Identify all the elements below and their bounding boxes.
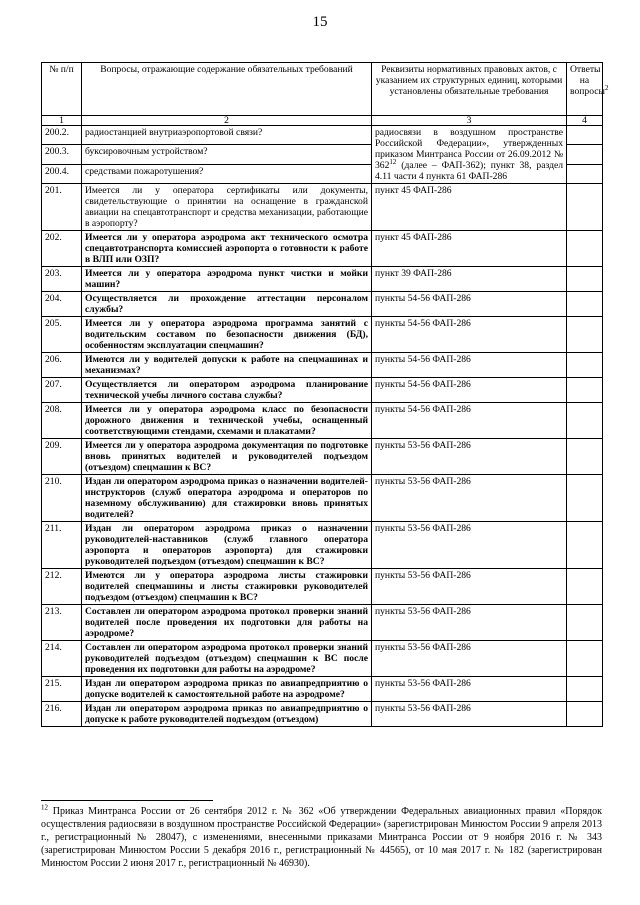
header-answers: Ответы на вопросы$^2$ <box>567 63 603 116</box>
table-row <box>42 702 603 727</box>
header-questions: Вопросы, отражающие содержание обязательных требований <box>82 63 372 116</box>
row-question: средствами пожаротушения? <box>82 164 372 183</box>
footnote-separator <box>41 800 213 801</box>
row-reference: пункты 54-56 ФАП-286 <box>372 378 567 403</box>
row-number: 212. <box>42 569 82 605</box>
row-number: 210. <box>42 475 82 522</box>
row-answer <box>567 475 603 522</box>
row-number: 202. <box>42 231 82 267</box>
row-question: Составлен ли оператором аэродрома протокол проверки знаний руководителей подъездом (отъездом) спецмашин к ВС после проведения их подготовки для работы на аэродроме? <box>82 641 372 677</box>
row-number: 208. <box>42 403 82 439</box>
row-question: Имеется ли у оператора аэродрома пункт чистки и мойки машин? <box>82 267 372 292</box>
row-question: Имеется ли у оператора аэродрома документация по подготовке вновь принятых водителей и руководителей подъездом (отъездом) спецмашин к ВС? <box>82 439 372 475</box>
row-number: 215. <box>42 677 82 702</box>
row-question: Издан ли оператором аэродрома приказ по авиапредприятию о допуске к работе руководителей подъездом (отъездом) <box>82 702 372 727</box>
row-answer <box>567 145 603 164</box>
row-question: Имеется ли у оператора аэродрома класс по безопасности дорожного движения и технической учебы, оснащенный соответствующими стендами, схемами и плакатами? <box>82 403 372 439</box>
header-number: № п/п <box>42 63 82 116</box>
row-answer <box>567 403 603 439</box>
row-number: 201. <box>42 184 82 231</box>
row-number: 211. <box>42 522 82 569</box>
row-answer <box>567 378 603 403</box>
column-number: 2 <box>82 116 372 126</box>
table-row <box>42 267 603 292</box>
table-row <box>42 439 603 475</box>
row-number: 200.2. <box>42 126 82 145</box>
requirements-table <box>41 62 609 727</box>
row-answer <box>567 353 603 378</box>
row-answer <box>567 292 603 317</box>
table-row <box>42 569 603 605</box>
row-number: 206. <box>42 353 82 378</box>
row-reference: пункты 53-56 ФАП-286 <box>372 569 567 605</box>
row-question: Составлен ли оператором аэродрома протокол проверки знаний водителей после проведения их подготовки для работы на аэродроме? <box>82 605 372 641</box>
row-reference: пункты 53-56 ФАП-286 <box>372 677 567 702</box>
row-number: 204. <box>42 292 82 317</box>
row-question: Имеются ли у водителей допуски к работе на спецмашинах и механизмах? <box>82 353 372 378</box>
table-row <box>42 378 603 403</box>
row-answer <box>567 267 603 292</box>
row-answer <box>567 641 603 677</box>
row-number: 213. <box>42 605 82 641</box>
row-question: Осуществляется ли оператором аэродрома планирование технической учебы личного состава службы? <box>82 378 372 403</box>
row-reference: пункт 45 ФАП-286 <box>372 231 567 267</box>
row-reference: пункты 54-56 ФАП-286 <box>372 403 567 439</box>
row-reference: пункты 53-56 ФАП-286 <box>372 641 567 677</box>
table-row <box>42 292 603 317</box>
table-row <box>42 353 603 378</box>
row-reference: пункты 53-56 ФАП-286 <box>372 702 567 727</box>
row-reference: пункты 53-56 ФАП-286 <box>372 522 567 569</box>
table-row <box>42 605 603 641</box>
row-answer <box>567 126 603 145</box>
row-question: радиостанцией внутриаэропортовой связи? <box>82 126 372 145</box>
row-reference: пункт 39 ФАП-286 <box>372 267 567 292</box>
page-number: 15 <box>312 14 328 30</box>
row-reference: радиосвязи в воздушном пространстве Российской Федерации», утвержденных приказом Минтранса России от 26.09.2012 № $362^{12}$ (далее – ФАП-362); пункт 38, раздел 4.11 части 4 пункта 61 ФАП-286 <box>372 126 567 184</box>
row-reference: пункты 54-56 ФАП-286 <box>372 353 567 378</box>
row-question: Имеется ли у оператора аэродрома программа занятий с водительским составом по безопасности движения (БД), особенностям эксплуатации спецмашин? <box>82 317 372 353</box>
row-question: буксировочным устройством? <box>82 145 372 164</box>
row-number: 216. <box>42 702 82 727</box>
row-reference: пункты 53-56 ФАП-286 <box>372 475 567 522</box>
row-number: 200.3. <box>42 145 82 164</box>
footnote: $^{12}$ Приказ Минтранса России от 26 сентября 2012 г. № 362 «Об утверждении Федеральных авиационных правил «Порядок осуществления радиосвязи в воздушном пространстве Российской Федерации» (зарегистрирован Минюстом России 9 апреля 2013 г., регистрационный № 28047), с изменениями, внесенными приказами Минтранса России от 9 ноября 2016 г. № 343 (зарегистрирован Минюстом России 5 декабря 2016 г., регистрационный № 44565), от 10 мая 2017 г. № 182 (зарегистрирован Минюстом России 2 июня 2017 г., регистрационный № 46930). <box>41 803 602 869</box>
row-question: Имеется ли у оператора аэродрома акт технического осмотра спецавтотранспорта комиссией аэропорта о готовности к работе в ВЛП или ОЗП? <box>82 231 372 267</box>
header-references: Реквизиты нормативных правовых актов, с указанием их структурных единиц, которыми установлены обязательные требования <box>372 63 567 116</box>
row-answer <box>567 605 603 641</box>
row-reference: пункты 53-56 ФАП-286 <box>372 439 567 475</box>
column-number: 3 <box>372 116 567 126</box>
row-answer <box>567 522 603 569</box>
table-row <box>42 641 603 677</box>
row-reference: пункты 54-56 ФАП-286 <box>372 317 567 353</box>
table-row <box>42 475 603 522</box>
row-question: Имеется ли у оператора сертификаты или документы, свидетельствующие о принятии на оснащение в гражданской авиации на спецавтотранспорт и средства механизации, работающие в аэропорту? <box>82 184 372 231</box>
row-reference: пункт 45 ФАП-286 <box>372 184 567 231</box>
row-number: 200.4. <box>42 164 82 183</box>
table-row <box>42 403 603 439</box>
table-row <box>42 231 603 267</box>
row-answer <box>567 702 603 727</box>
row-question: Имеются ли у оператора аэродрома листы стажировки водителей спецмашины и листы стажировки руководителей подъездом (отъездом) спецмашин к ВС? <box>82 569 372 605</box>
table-row <box>42 317 603 353</box>
table-row <box>42 677 603 702</box>
column-number: 1 <box>42 116 82 126</box>
row-number: 205. <box>42 317 82 353</box>
row-answer <box>567 164 603 183</box>
row-answer <box>567 569 603 605</box>
row-answer <box>567 231 603 267</box>
row-reference: пункты 54-56 ФАП-286 <box>372 292 567 317</box>
row-question: Издан ли оператором аэродрома приказ о назначении водителей-инструкторов (служб оператора аэродрома и операторов по наземному обслуживанию) для стажировки вновь принятых водителей? <box>82 475 372 522</box>
table-row <box>42 126 603 145</box>
row-question: Издан ли оператором аэродрома приказ по авиапредприятию о допуске водителей к самостоятельной работе на аэродроме? <box>82 677 372 702</box>
column-number: 4 <box>567 116 603 126</box>
row-question: Осуществляется ли прохождение аттестации персоналом службы? <box>82 292 372 317</box>
row-number: 209. <box>42 439 82 475</box>
row-answer <box>567 317 603 353</box>
row-answer <box>567 439 603 475</box>
row-reference: пункты 53-56 ФАП-286 <box>372 605 567 641</box>
row-number: 207. <box>42 378 82 403</box>
row-answer <box>567 677 603 702</box>
table-row <box>42 184 603 231</box>
table-row <box>42 522 603 569</box>
row-question: Издан ли оператором аэродрома приказ о назначении руководителей-наставников (служб главного оператора аэропорта и операторов аэропорта) для стажировки руководителей подъездом (отъездом) спецмашин к ВС? <box>82 522 372 569</box>
column-number-row <box>42 116 603 126</box>
row-answer <box>567 184 603 231</box>
row-number: 203. <box>42 267 82 292</box>
table-header-row <box>42 63 603 116</box>
row-number: 214. <box>42 641 82 677</box>
